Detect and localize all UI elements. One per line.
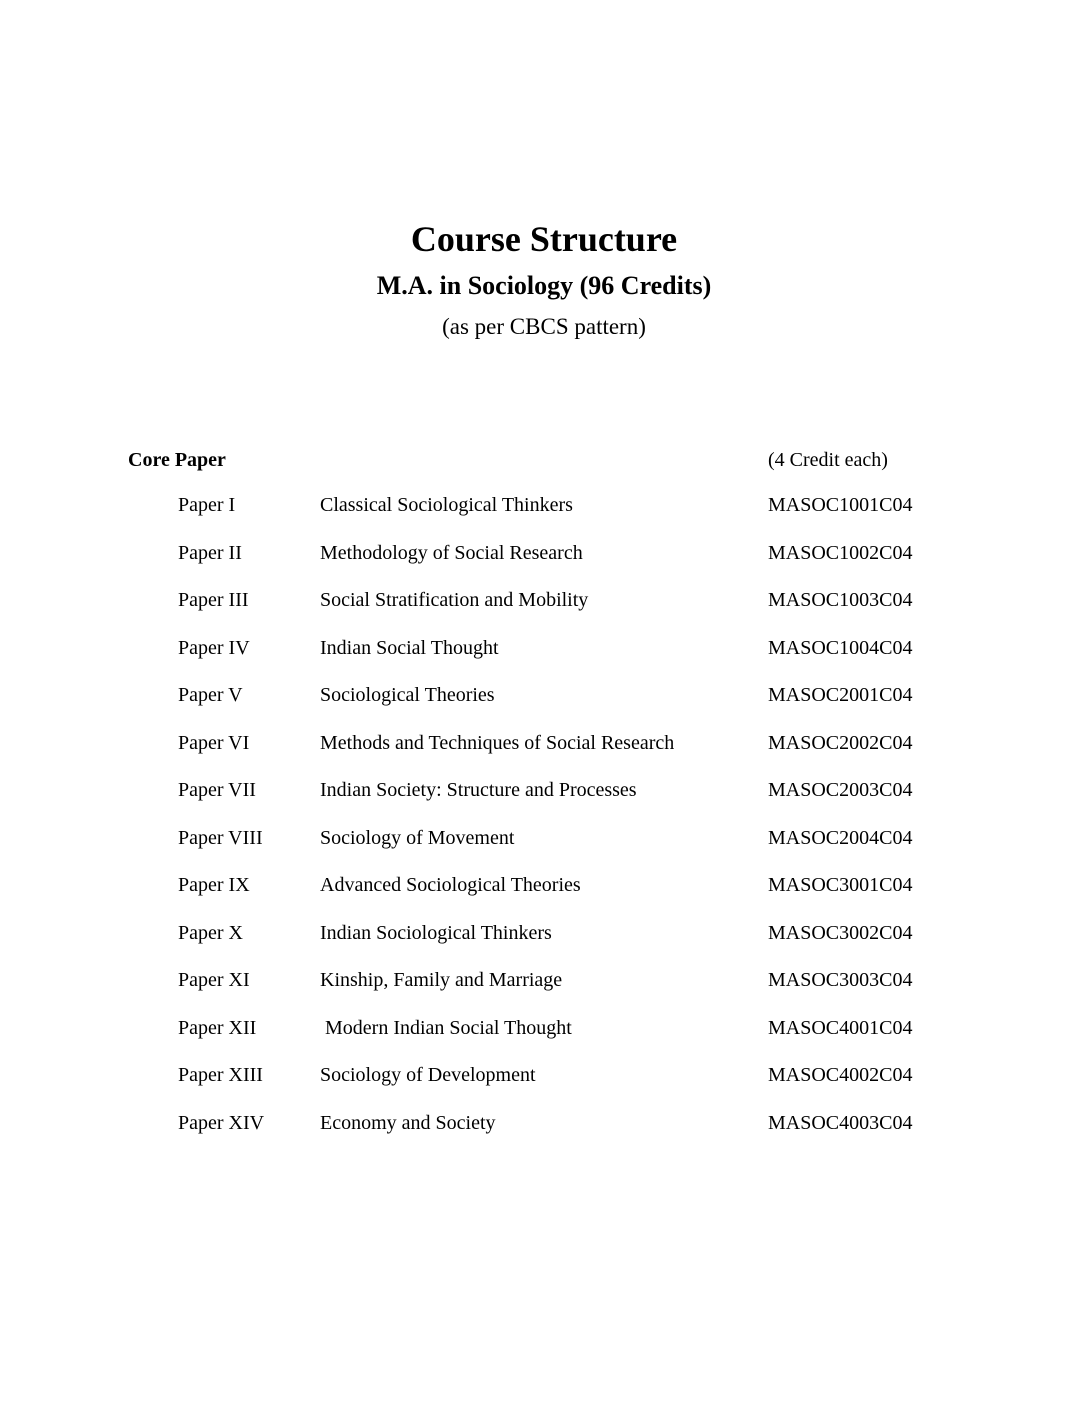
paper-title: Advanced Sociological Theories <box>320 874 581 896</box>
paper-title: Social Stratification and Mobility <box>320 589 589 611</box>
paper-title: Indian Society: Structure and Processes <box>320 779 637 801</box>
paper-row <box>0 491 1088 539</box>
paper-number: Paper IX <box>178 874 250 896</box>
section-credit-note: (4 Credit each) <box>768 449 888 471</box>
paper-title: Economy and Society <box>320 1111 496 1134</box>
paper-code: MASOC3002C04 <box>768 921 913 944</box>
paper-code: MASOC4001C04 <box>768 1016 913 1039</box>
paper-title: Kinship, Family and Marriage <box>320 969 563 991</box>
paper-number: Paper XIV <box>178 1111 265 1134</box>
paper-title: Methodology of Social Research <box>320 541 583 564</box>
paper-code: MASOC4003C04 <box>768 1111 913 1134</box>
paper-code: MASOC3001C04 <box>768 874 913 896</box>
paper-code: MASOC1004C04 <box>768 636 913 659</box>
paper-number: Paper X <box>178 921 243 944</box>
paper-number: Paper XII <box>178 1016 257 1039</box>
paper-row <box>0 539 1088 587</box>
paper-number: Paper VIII <box>178 826 263 849</box>
paper-code: MASOC2003C04 <box>768 779 913 801</box>
paper-code: MASOC1003C04 <box>768 589 913 611</box>
paper-number: Paper IV <box>178 636 250 659</box>
paper-row <box>0 681 1088 729</box>
paper-number: Paper VII <box>178 779 256 801</box>
paper-row <box>0 824 1088 872</box>
paper-number: Paper I <box>178 494 236 516</box>
paper-number: Paper XI <box>178 969 250 991</box>
paper-title: Modern Indian Social Thought <box>320 1016 572 1039</box>
paper-title: Indian Sociological Thinkers <box>320 921 552 944</box>
paper-row <box>0 871 1088 919</box>
paper-row <box>0 586 1088 634</box>
paper-row <box>0 729 1088 777</box>
paper-number: Paper VI <box>178 731 250 754</box>
paper-title: Sociological Theories <box>320 684 495 706</box>
paper-code: MASOC2002C04 <box>768 731 913 754</box>
paper-row <box>0 1061 1088 1109</box>
paper-code: MASOC3003C04 <box>768 969 913 991</box>
paper-row <box>0 1014 1088 1062</box>
paper-list <box>0 491 1088 1156</box>
paper-number: Paper V <box>178 684 243 706</box>
paper-row <box>0 1109 1088 1157</box>
paper-row <box>0 634 1088 682</box>
paper-row <box>0 966 1088 1014</box>
paper-number: Paper III <box>178 589 249 611</box>
pattern-note: (as per CBCS pattern) <box>442 314 646 339</box>
paper-title: Classical Sociological Thinkers <box>320 494 573 516</box>
paper-row <box>0 776 1088 824</box>
paper-code: MASOC1001C04 <box>768 494 913 516</box>
page-title: Course Structure <box>410 219 678 259</box>
paper-title: Sociology of Movement <box>320 826 515 849</box>
paper-number: Paper II <box>178 541 242 564</box>
paper-code: MASOC2001C04 <box>768 684 913 706</box>
paper-title: Indian Social Thought <box>320 636 499 659</box>
paper-title: Methods and Techniques of Social Research <box>320 731 675 754</box>
paper-code: MASOC1002C04 <box>768 541 913 564</box>
section-heading: Core Paper <box>128 449 226 471</box>
paper-number: Paper XIII <box>178 1064 263 1086</box>
paper-code: MASOC4002C04 <box>768 1064 913 1086</box>
page-subtitle: M.A. in Sociology (96 Credits) <box>376 271 712 300</box>
paper-title: Sociology of Development <box>320 1064 536 1086</box>
paper-row <box>0 919 1088 967</box>
paper-code: MASOC2004C04 <box>768 826 913 849</box>
